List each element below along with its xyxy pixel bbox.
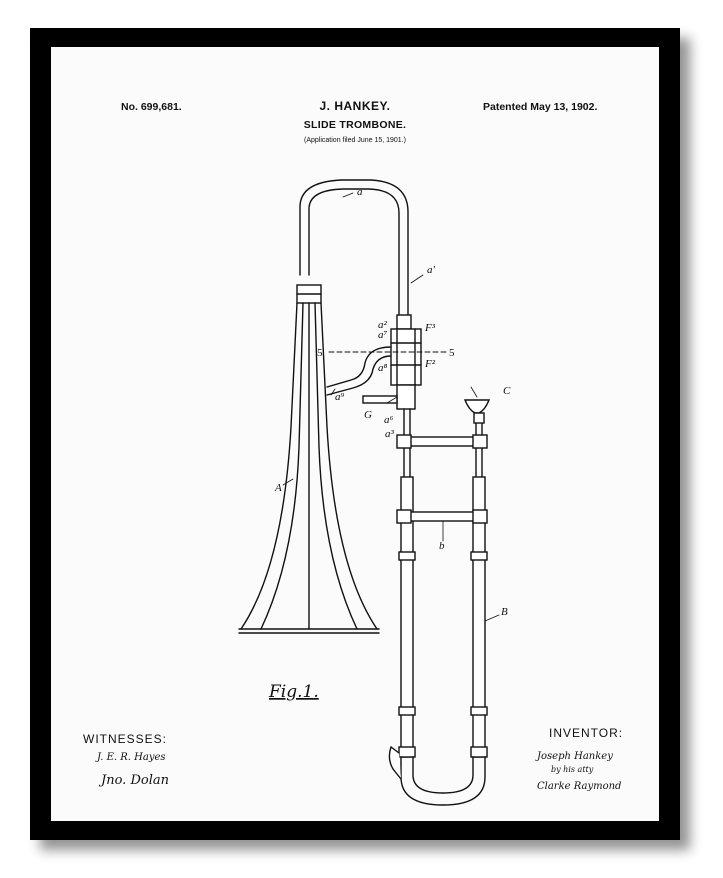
section-mark-right: 5 xyxy=(449,347,455,359)
valve-assembly xyxy=(363,315,421,409)
label-a8: a⁸ xyxy=(378,362,388,374)
label-B: B xyxy=(501,606,508,618)
witness-signature-1: J. E. R. Hayes xyxy=(97,752,166,763)
label-C: C xyxy=(503,385,511,397)
slide-inner-tubes xyxy=(404,409,482,737)
label-F2: F² xyxy=(425,358,436,370)
label-a: a xyxy=(357,186,363,198)
figure-caption: Fig.1. xyxy=(269,682,319,702)
inventor-signature-1: Joseph Hankey xyxy=(537,751,613,762)
label-F3: F³ xyxy=(425,322,436,334)
inventor-header: J. HANKEY. xyxy=(319,99,391,113)
label-a1: a' xyxy=(427,264,435,276)
label-b: b xyxy=(439,540,445,552)
witness-signature-2: Jno. Dolan xyxy=(101,773,169,788)
patent-title: SLIDE TROMBONE. xyxy=(303,119,407,131)
label-a3: a³ xyxy=(385,428,394,440)
mouthpiece xyxy=(465,400,489,423)
label-a2: a² xyxy=(378,319,387,331)
picture-frame xyxy=(30,28,680,840)
section-mark-left: 5 xyxy=(317,347,323,359)
label-G: G xyxy=(364,409,372,421)
leader-lines xyxy=(283,193,499,621)
inventor-heading: INVENTOR: xyxy=(549,726,624,740)
application-filed: (Application filed June 15, 1901.) xyxy=(304,137,406,144)
patent-print xyxy=(51,47,659,821)
inventor-signature-3: Clarke Raymond xyxy=(537,781,622,792)
label-a7: a⁷ xyxy=(378,329,388,341)
trombone-drawing xyxy=(51,47,659,821)
inventor-signature-2: by his atty xyxy=(551,765,594,774)
label-a6: a⁶ xyxy=(384,414,394,426)
witnesses-heading: WITNESSES: xyxy=(83,732,168,746)
patent-number: No. 699,681. xyxy=(121,101,182,113)
patent-date: Patented May 13, 1902. xyxy=(483,101,598,113)
label-A: A xyxy=(275,482,282,494)
bell xyxy=(239,285,379,633)
label-a9: a⁹ xyxy=(335,391,345,403)
